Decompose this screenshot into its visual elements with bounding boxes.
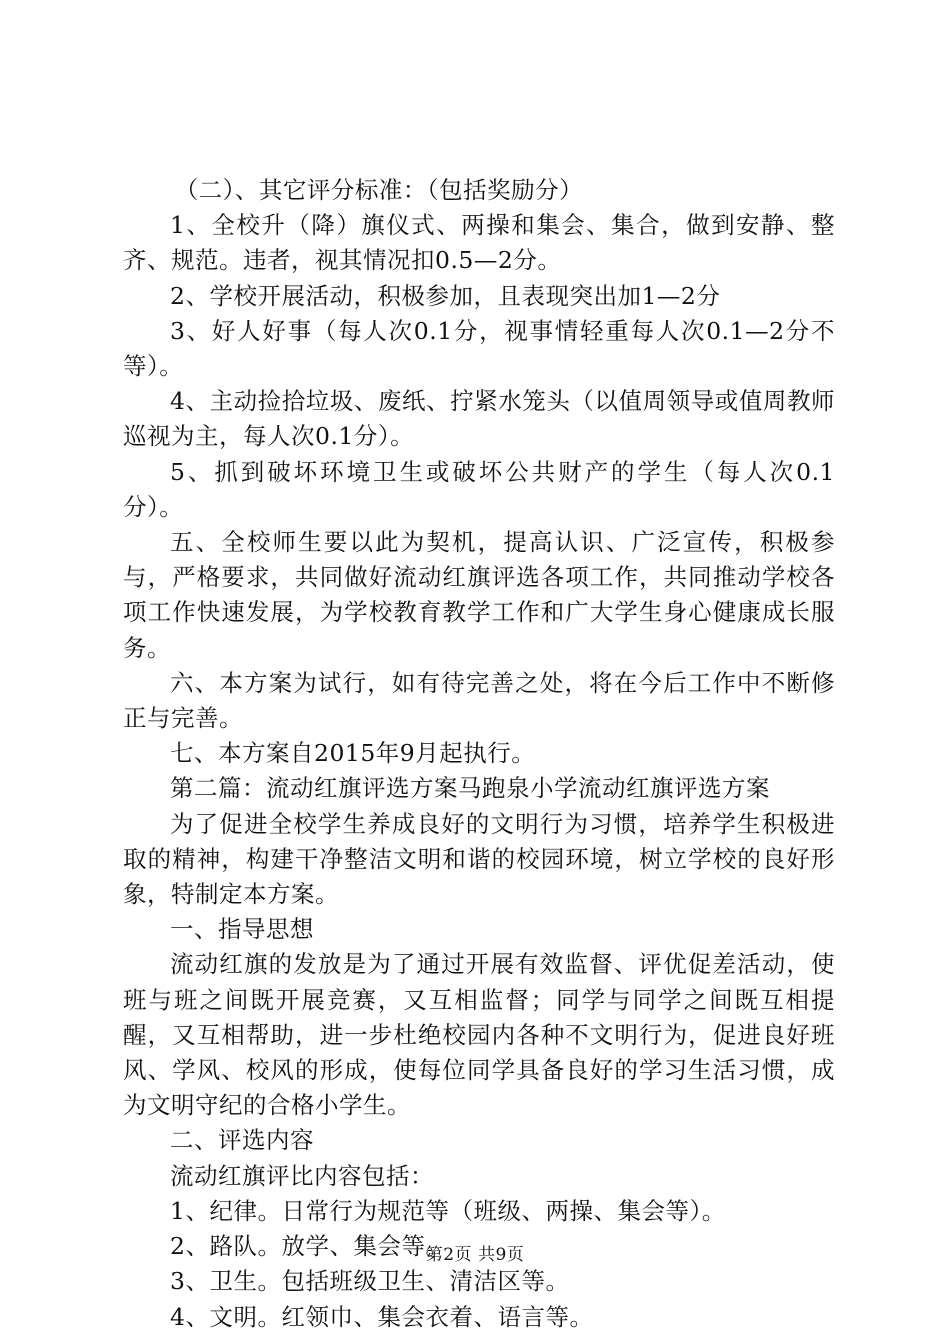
paragraph-item-4: 4、主动捡拾垃圾、废纸、拧紧水笼头（以值周领导或值周教师巡视为主，每人次0.1分）。 xyxy=(123,387,835,451)
document-body xyxy=(123,173,835,1335)
paragraph-content-intro: 流动红旗评比内容包括： xyxy=(170,1161,434,1190)
list-item-hygiene: 3、卫生。包括班级卫生、清洁区等。 xyxy=(170,1267,570,1296)
paragraph-section-7: 七、本方案自2015年9月起执行。 xyxy=(170,739,536,768)
paragraph-section-6: 六、本方案为试行，如有待完善之处，将在今后工作中不断修正与完善。 xyxy=(123,668,835,733)
paragraph-intro: 为了促进全校学生养成良好的文明行为习惯，培养学生积极进取的精神，构建干净整洁文明和谐的校园环境，树立学校的良好形象，特制定本方案。 xyxy=(123,809,835,909)
paragraph-item-1: 1、全校升（降）旗仪式、两操和集会、集合，做到安静、整齐、规范。违者，视其情况扣0.5—2分。 xyxy=(123,211,835,275)
chapter-title: 第二篇：流动红旗评选方案马跑泉小学流动红旗评选方案 xyxy=(170,774,770,803)
paragraph-guiding-thought: 流动红旗的发放是为了通过开展有效监督、评优促差活动，使班与班之间既开展竞赛，又互相监督；同学与同学之间既互相提醒，又互相帮助，进一步杜绝校园内各种不文明行为，促进良好班风、学风、校风的形成，使每位同学具备良好的学习生活习惯，成为文明守纪的合格小学生。 xyxy=(123,950,835,1120)
section-heading-guiding-thought: 一、指导思想 xyxy=(170,915,314,944)
section-heading-content: 二、评选内容 xyxy=(170,1126,314,1155)
paragraph-section-5: 五、全校师生要以此为契机，提高认识、广泛宣传，积极参与，严格要求，共同做好流动红旗评选各项工作，共同推动学校各项工作快速发展，为学校教育教学工作和广大学生身心健康成长服务。 xyxy=(123,528,835,662)
paragraph-item-3: 3、好人好事（每人次0.1分，视事情轻重每人次0.1—2分不等）。 xyxy=(123,316,835,381)
list-item-discipline: 1、纪律。日常行为规范等（班级、两操、集会等）。 xyxy=(170,1196,726,1225)
page-number-footer: 第2页 共9页 xyxy=(425,1245,525,1265)
paragraph-item-5: 5、抓到破坏环境卫生或破坏公共财产的学生（每人次0.1分）。 xyxy=(123,457,835,521)
list-item-civility: 4、文明。红领巾、集会衣着、语言等。 xyxy=(170,1302,594,1331)
paragraph-item-2: 2、学校开展活动，积极参加，且表现突出加1—2分 xyxy=(170,281,721,310)
list-item-queue: 2、路队。放学、集会等。 xyxy=(170,1232,450,1261)
section-heading-other-criteria: （二）、其它评分标准：（包括奖励分） xyxy=(174,176,584,204)
